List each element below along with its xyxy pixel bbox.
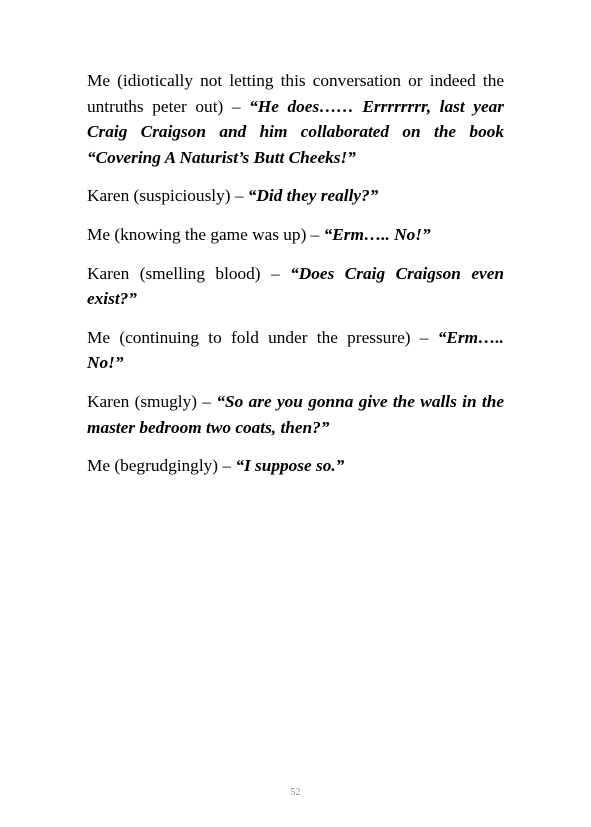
speech-text: “Erm….. No!”	[323, 224, 431, 244]
speaker-text: Me (continuing to fold under the pressure) –	[87, 327, 438, 347]
page-number: 52	[290, 787, 301, 798]
dialogue-paragraph	[87, 222, 504, 248]
speaker-text: Me (idiotically not letting this conversation or indeed the untruths peter out) –	[87, 71, 504, 116]
dialogue-paragraph	[87, 389, 504, 440]
dialogue-paragraph	[87, 68, 504, 170]
speech-text: “So are you gonna give the walls in the master bedroom two coats, then?”	[87, 391, 505, 437]
speech-text: “I suppose so.”	[235, 456, 345, 476]
speech-text: “Did they really?”	[247, 186, 379, 206]
dialogue-paragraph	[87, 261, 504, 312]
speech-text: “Does Craig Craigson even exist?”	[87, 263, 504, 309]
dialogue-paragraph	[87, 325, 504, 376]
dialogue-paragraph	[87, 183, 504, 209]
speaker-text: Karen (suspiciously) –	[87, 186, 248, 206]
page-body	[87, 68, 504, 492]
speaker-text: Karen (smugly) –	[87, 391, 217, 411]
speaker-text: Me (begrudgingly) –	[87, 456, 236, 476]
speaker-text: Me (knowing the game was up) –	[87, 224, 324, 244]
speech-text: “Erm….. No!”	[87, 327, 504, 373]
speaker-text: Karen (smelling blood) –	[87, 263, 291, 283]
speech-text: “He does…… Errrrrrrr, last year Craig Craigson and him collaborated on the book “Covering A Naturist’s Butt Cheeks!”	[87, 96, 504, 167]
dialogue-paragraph	[87, 453, 504, 479]
